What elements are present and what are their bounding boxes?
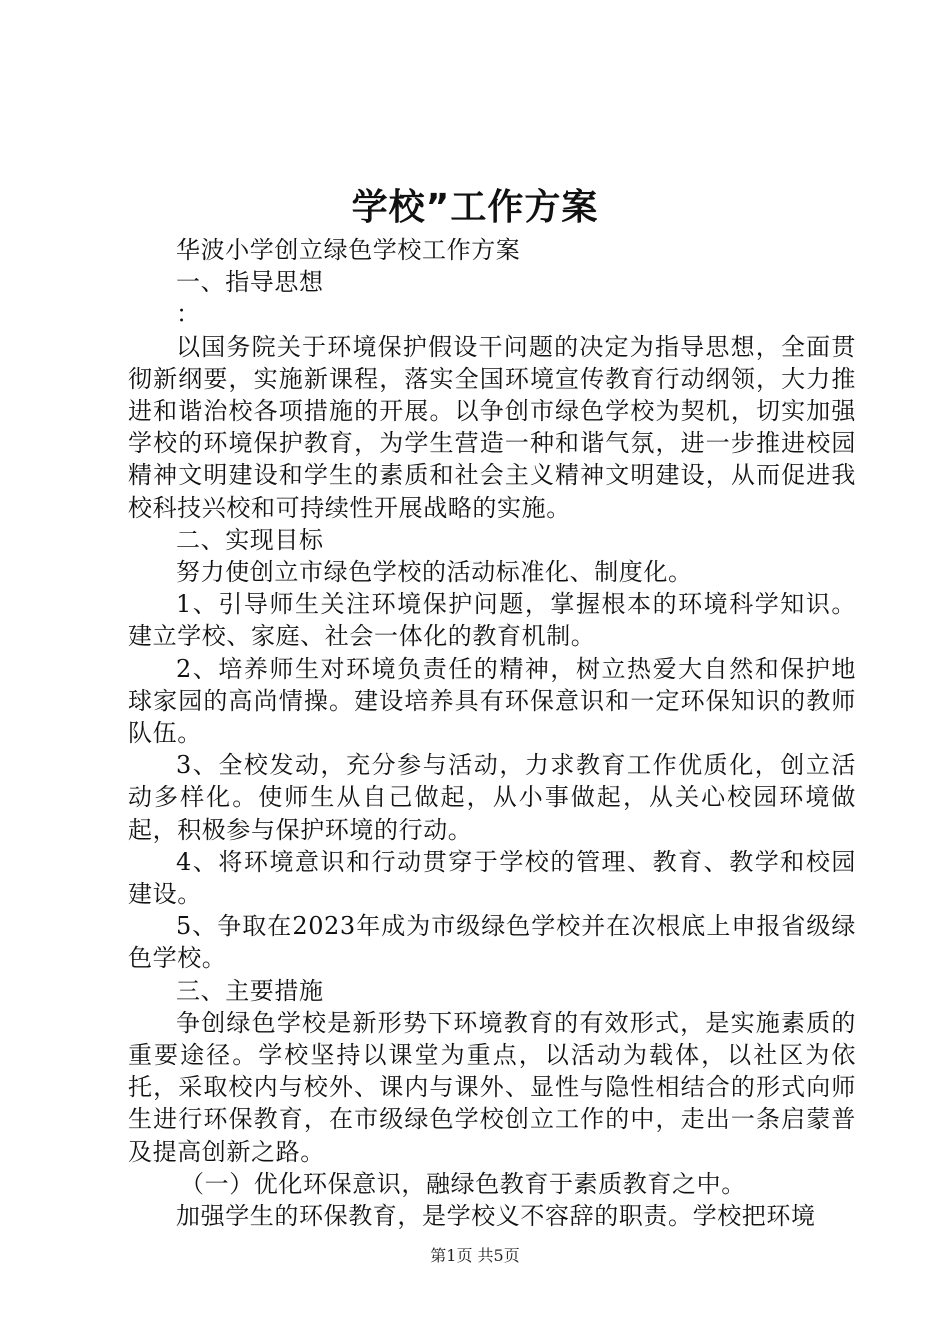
paragraph-colon: ： xyxy=(176,300,201,329)
paragraph-school-plan-heading: 华波小学创立绿色学校工作方案 xyxy=(176,236,521,264)
paragraph-goals-intro: 努力使创立市绿色学校的活动标准化、制度化。 xyxy=(176,558,693,587)
section-heading-measures: 三、主要措施 xyxy=(176,976,324,1005)
paragraph-guiding-thought: 以国务院关于环境保护假设干问题的决定为指导思想，全面贯彻新纲要，实施新课程，落实全国环境宣传教育行动纲领，大力推进和谐治校各项措施的开展。以争创市绿色学校为契机，切实加强学校的环境保护教育，为学生营造一种和谐气氛，进一步推进校园精神文明建设和学生的素质和社会主义精神文明建设，从而促进我校科技兴校和可持续性开展战略的实施。 xyxy=(128,332,856,522)
document-body xyxy=(128,234,856,1232)
list-item-goal-3: 3、全校发动，充分参与活动，力求教育工作优质化，创立活动多样化。使师生从自己做起，从小事做起，从关心校园环境做起，积极参与保护环境的行动。 xyxy=(128,751,856,844)
paragraph-measures: 争创绿色学校是新形势下环境教育的有效形式，是实施素质的重要途径。学校坚持以课堂为重点，以活动为载体，以社区为依托，采取校内与校外、课内与课外、显性与隐性相结合的形式向师生进行环保教育，在市级绿色学校创立工作的中，走出一条启蒙普及提高创新之路。 xyxy=(128,1008,856,1166)
list-item-goal-1: 1、引导师生关注环境保护问题，掌握根本的环境科学知识。建立学校、家庭、社会一体化的教育机制。 xyxy=(128,590,856,651)
paragraph-environment-education: 加强学生的环保教育，是学校义不容辞的职责。学校把环境 xyxy=(176,1202,816,1231)
page-number-footer: 第1页 共5页 xyxy=(430,1246,520,1265)
list-item-goal-2: 2、培养师生对环境负责任的精神，树立热爱大自然和保护地球家园的高尚情操。建设培养具有环保意识和一定环保知识的教师队伍。 xyxy=(128,654,856,748)
subsection-heading-1: （一）优化环保意识，融绿色教育于素质教育之中。 xyxy=(180,1169,746,1198)
list-item-goal-4: 4、将环境意识和行动贯穿于学校的管理、教育、教学和校园建设。 xyxy=(128,847,856,909)
list-item-goal-5: 5、争取在2023年成为市级绿色学校并在次根底上申报省级绿色学校。 xyxy=(128,912,856,973)
document-title: 学校”工作方案 xyxy=(351,187,599,228)
section-heading-goals: 二、实现目标 xyxy=(176,525,324,554)
section-heading-guiding-thought: 一、指导思想 xyxy=(176,268,324,297)
